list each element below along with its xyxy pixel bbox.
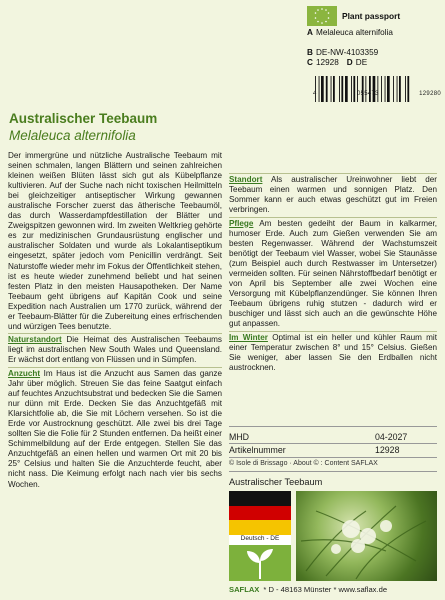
divider xyxy=(229,457,437,458)
plant-photo xyxy=(296,491,437,581)
pflege-paragraph: Pflege Am besten gedeiht der Baum in kalkarmer, humoser Erde. Auch zum Gießen verwenden Sie am besten Regenwasser. Während der Wachstumszeit benötigt der Teebaum viel Wasser, wobei Sie Staunässe (zum Beispiel auch durch Restwasser im Untersetzer) vermeiden sollten. Für seinen Nährstoffbedarf benötigt er von April bis September alle zwei Wochen eine Versorgung mit Kübelpflanzendünger. Sie können Ihren Teebaum übrigens ruhig stutzen - dadurch wird er buschiger und lässt sich auch an die gewünschte Höhe gut anpassen. xyxy=(229,218,437,329)
barcode-icon xyxy=(313,76,441,102)
language-label: Deutsch - DE xyxy=(229,535,291,545)
standort-paragraph: Standort Als australischer Ureinwohner liebt der Teebaum einen warmen und sonnigen Platz. Den Sommer kann er auch etwas geschützt gut im Freien verbringen. xyxy=(229,175,437,215)
mhd-row: MHD 04-2027 xyxy=(229,432,408,442)
divider xyxy=(229,471,437,472)
divider xyxy=(229,443,437,444)
text-column-left xyxy=(8,151,222,491)
naturstandort-paragraph: Naturstandort Die Heimat des Australischen Teebaums liegt im australischen New South Wales und Queensland. Er wächst dort entlang von Flüssen und in Sümpfen. xyxy=(8,335,222,365)
passport-row-a: A Melaleuca alternifolia xyxy=(307,28,393,37)
text-column-right xyxy=(229,151,437,374)
seedling-icon xyxy=(229,545,291,581)
passport-row-cd: C 12928 D DE xyxy=(307,58,368,67)
footer-address: * D - 48163 Münster * www.saflax.de xyxy=(263,585,388,594)
divider xyxy=(229,426,437,427)
barcode-digits: 4 055473 129280 xyxy=(313,91,441,97)
brand-name: SAFLAX xyxy=(229,585,260,594)
copyright-text: © Isole di Brissago · About © : Content SAFLAX xyxy=(229,460,378,467)
page-title: Australischer Teebaum xyxy=(9,111,158,126)
passport-title: Plant passport xyxy=(342,11,401,21)
footer xyxy=(229,585,437,594)
latin-name: Melaleuca alternifolia xyxy=(9,128,136,143)
plant-name: Australischer Teebaum xyxy=(229,477,323,487)
anzucht-paragraph: Anzucht Im Haus ist die Anzucht aus Samen das ganze Jahr über möglich. Streuen Sie das feine Saatgut einfach auf feuchtes Anzuchtsubstrat und bedecken Sie die Samen nur dünn mit Erde. Decken Sie das Anzuchtgefäß mit Klarsichtfolie ab, die Sie mit Löchern versehen. So ist die Erde vor Austrocknung geschützt. Alle zwei bis drei Tage sollten Sie die Folie für 2 Stunden entfernen. Da heißt einer Schimmelbildung auf der Erde entgegen. Stellen Sie das Anzuchtgefäß an einen hellen und warmen Ort mit 20 bis 25° Celsius und halten Sie die Anzuchterde feucht, aber nicht nass. Die Keimung erfolgt nach nach vier bis sechs Wochen. xyxy=(8,368,222,489)
eu-organic-leaf-icon xyxy=(307,6,337,26)
german-flag-icon xyxy=(229,491,291,535)
winter-paragraph: Im Winter Optimal ist ein heller und kühler Raum mit einer Temperatur zwischen 8° und 15° Celsius. Gießen Sie weniger, aber lassen Sie den Erdballen nicht austrocknen. xyxy=(229,332,437,372)
passport-row-b: B DE-NW-4103359 xyxy=(307,48,379,57)
article-number-row: Artikelnummer 12928 xyxy=(229,445,400,455)
intro-paragraph: Der immergrüne und nützliche Australische Teebaum mit seinen schmalen, langen Blättern und seinen zahlreichen kleinen weißen Blüten lässt sich gut als Kübelpflanze kultivieren. Auf der Suche nach nicht toxischen Heilmitteln bei gleichzeitiger antiseptischer Wirkung gewannen australische Forscher zuerst das ätherische Teebaumöl, das durch Wasserdampfdestillation der Blätter und Zweigspitzen gewonnen wird. Im zweiten Weltkrieg gehörte es zur medizinischen Grundausrüstung englischer und australischer Soldaten und wurde als Lokalantiseptikum eingesetzt, später jedoch vom Penicillin verdrängt. Seit Naturstoffe wieder mehr im Fokus der Öffentlichkeit stehen, ist es heute wieder zunehmend beliebt und hat seinen festen Platz in den meisten Hausapotheken. Der Name Teebaum geht übrigens auf Kapitän Cook und seine Expedition nach Australien um 1770 zurück, während der er Teebaum-Blätter für die Zubereitung eines erfrischenden und würzigen Tees benutzte. xyxy=(8,151,222,331)
